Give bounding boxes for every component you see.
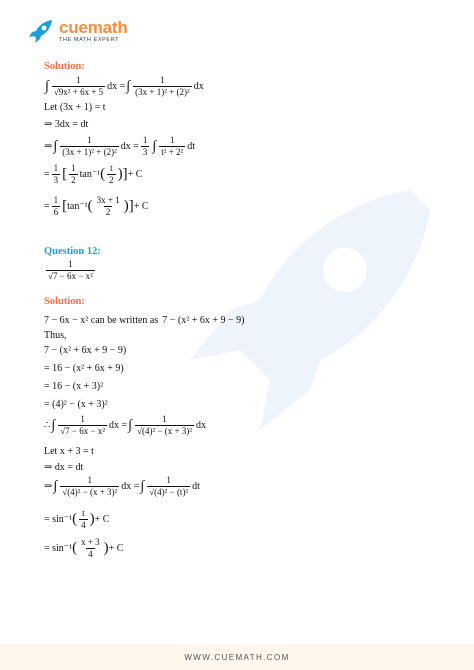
equation-line: ⇒ dx = dt (44, 462, 84, 473)
question-label: Question 12: (44, 246, 101, 257)
equation-line: Let (3x + 1) = t (44, 102, 106, 113)
page-footer (0, 644, 474, 670)
equation-line: = 16 − (x + 3)² (44, 381, 104, 392)
brand-tagline: THE MATH EXPERT (59, 36, 120, 43)
fraction: $\frac{1}{3}$ (53, 163, 59, 185)
fraction: $\frac{1}{\text{√7 − 6x − x²}}$ (60, 414, 106, 436)
equation-line: = 16 − (x² + 6x + 9) (44, 363, 124, 374)
fraction: $\frac{x + 3}{4}$ (81, 537, 100, 559)
equation-line: 7 − 6x − x² can be written as 7 − (x² + 6x + 9 − 9) (44, 315, 245, 326)
equation-line: Let x + 3 = t (44, 446, 94, 457)
equation-line: ∴ ∫ $\frac{1}{\text{√7 − 6x − x²}}$ dx = ∫ $\frac{1}{\text{√(4)² − (x + 3)²}}$ dx (44, 414, 207, 436)
equation-line: ⇒ ∫ $\frac{1}{\text{(3x + 1)² + (2)²}}$ dx = $\frac{1}{3}$ ∫ $\frac{1}{\text{t² + 2²}}$ dt (44, 135, 196, 157)
fraction: $\frac{t}{2}$ (109, 163, 114, 185)
fraction: $\frac{1}{\text{√(4)² − (x + 3)²}}$ (137, 414, 193, 436)
solution-label: Solution: (44, 296, 85, 307)
solution-label: Solution: (44, 61, 85, 72)
fraction: $\frac{1}{3}$ (142, 135, 148, 157)
equation-line: = sin⁻¹ ( $\frac{t}{4}$ ) + C (44, 508, 110, 530)
fraction: $\frac{1}{\text{t² + 2²}}$ (161, 135, 184, 157)
fraction: $\frac{1}{\text{√(4)² − (t)²}}$ (149, 475, 189, 497)
brand-name: cuemath (59, 17, 128, 37)
equation-line: = (4)² − (x + 3)² (44, 399, 108, 410)
integral-sign: ∫ (45, 78, 49, 94)
equation-line: Thus, (44, 330, 67, 341)
fraction: $\frac{1}{6}$ (53, 195, 59, 217)
equation-line: = $\frac{1}{3}$ [ $\frac{1}{2}$ tan⁻¹ ( $\frac{t}{2}$ ) ] + C (44, 163, 143, 185)
equation-line: = $\frac{1}{6}$ [ tan⁻¹ ( $\frac{3x + 1}{2}$ ) ] + C (44, 195, 149, 217)
fraction: $\frac{1}{\text{√(4)² − (x + 3)²}}$ (62, 475, 118, 497)
fraction: $\frac{1}{\text{√9x² + 6x + 5}}$ (53, 75, 104, 97)
fraction: $\frac{1}{\text{(3x + 1)² + (2)²}}$ (135, 75, 190, 97)
equation-line: ⇒ 3dx = dt (44, 119, 89, 130)
rocket-logo-icon (28, 18, 54, 44)
fraction: $\frac{1}{2}$ (71, 163, 76, 185)
footer-website: WWW.CUEMATH.COM (184, 652, 290, 662)
equation-line: 7 − (x² + 6x + 9 − 9) (44, 345, 127, 356)
fraction: $\frac{t}{4}$ (81, 508, 86, 530)
fraction: $\frac{3x + 1}{2}$ (96, 195, 120, 217)
cuemath-logo (28, 18, 128, 44)
equation-line: ⇒ ∫ $\frac{1}{\text{√(4)² − (x + 3)²}}$ dx = ∫ $\frac{1}{\text{√(4)² − (t)²}}$ dt (44, 475, 200, 497)
fraction: $\frac{1}{\text{(3x + 1)² + (2)²}}$ (62, 135, 117, 157)
fraction: $\frac{1}{\text{√7 − 6x − x²}}$ (48, 259, 93, 281)
equation-line: ∫ $\frac{1}{\text{√9x² + 6x + 5}}$ dx = ∫ $\frac{1}{\text{(3x + 1)² + (2)²}}$ dx (45, 75, 204, 97)
question-expression (44, 260, 97, 281)
equation-line: = sin⁻¹ ( $\frac{x + 3}{4}$ ) + C (44, 537, 124, 559)
